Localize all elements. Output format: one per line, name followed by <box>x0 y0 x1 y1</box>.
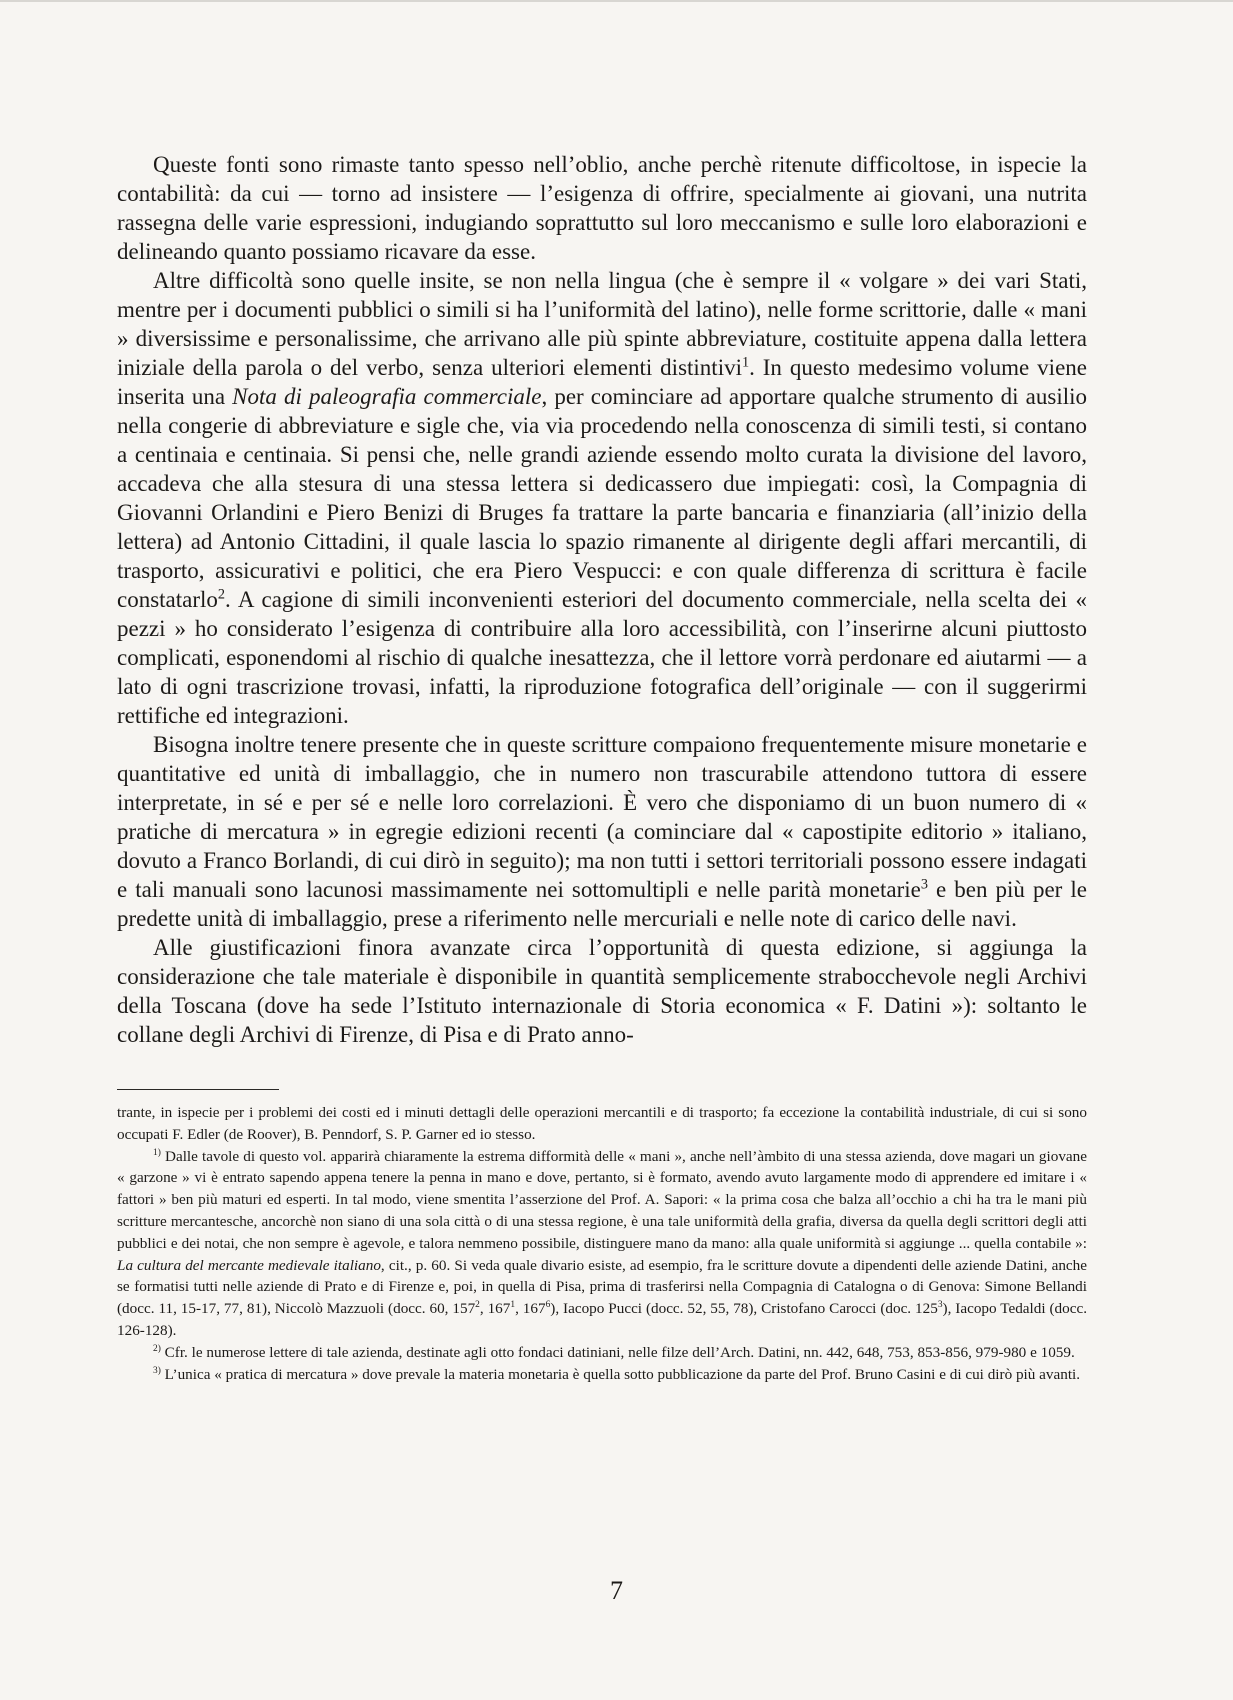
footnote-2: $^{2)}$ Cfr. le numerose lettere di tale azienda, destinate agli otto fondaci datiniani, nelle filze dell’Arch. Datini, nn. 442, 648, 753, 853-856, 979-980 e 1059. <box>153 1343 1075 1361</box>
paragraph-3: Bisogna inoltre tenere presente che in queste scritture compaiono frequentemente misure monetarie e quantitative ed unità di imballaggio, che in numero non trascurabile attendono tuttora di essere interpretate, in sé e per sé e nelle loro correlazioni. È vero che disponiamo di un buon numero di « pratiche di mercatura » in egregie edizioni recenti (a cominciare dal « capostipite editorio » italiano, dovuto a Franco Borlandi, di cui dirò in seguito); ma non tutti i settori territoriali possono essere indagati e tali manuali sono lacunosi massimamente nei sottomultipli e nelle parità monetarie$^3$ e ben più per le predette unità di imballaggio, prese a riferimento nelle mercuriali e nelle note di carico delle navi. <box>117 732 1087 931</box>
italic-title: Nota di paleografia commerciale <box>232 384 542 409</box>
footnote-3: $^{3)}$ L’unica « pratica di mercatura » dove prevale la materia monetaria è quella sotto pubblicazione da parte del Prof. Bruno Casini e di cui dirò più avanti. <box>153 1365 1081 1383</box>
page-content <box>117 150 1087 1385</box>
paragraph-4: Alle giustificazioni finora avanzate circa l’opportunità di questa edizione, si aggiunga la considerazione che tale materiale è disponibile in quantità semplicemente strabocchevole negli Archivi della Toscana (dove ha sede l’Istituto internazionale di Storia economica « F. Datini »): soltanto le collane degli Archivi di Firenze, di Pisa e di Prato anno- <box>117 935 1087 1047</box>
footnote-1: $^{1)}$ Dalle tavole di questo vol. apparirà chiaramente la estrema difformità delle « mani », anche nell’àmbito di una stessa azienda, dove magari un giovane « garzone » vi è entrato sapendo appena tenere la penna in mano e dove, pertanto, si è formato, avendo avuto largamente modo di apprendere ed imitare i « fattori » ben più maturi ed esperti. In tal modo, viene smentita l’asserzione del Prof. A. Sapori: « la prima cosa che balza all’occhio a chi ha tra le mani più scritture mercantesche, ancorchè non siano di una sola città o di una stessa regione, è una tale uniformità della grafia, diversa da quella degli scrittori degli atti pubblici e dei notai, che non sempre è agevole, e talora nemmeno possibile, distinguere mano da mano: alla quale uniformità si aggiunge ... quella contabile »: La cultura del mercante medievale italiano, cit., p. 60. Si veda quale divario esiste, ad esempio, fra le scritture dovute a dipendenti delle aziende Datini, anche se formatisi tutti nelle aziende di Prato e di Firenze e, poi, in quella di Pisa, prima di trasferirsi nella Compagnia di Catalogna o di Genova: Simone Bellandi (docc. 11, 15-17, 77, 81), Niccolò Mazzuoli (docc. 60, $157^2$, $167^1$, $167^6$), Iacopo Pucci (docc. 52, 55, 78), Cristofano Carocci (doc. $125^3$), Iacopo Tedaldi (docc. 126-128). <box>117 1147 1088 1339</box>
footnote-ref-1: 1 <box>741 354 750 371</box>
page-number: 7 <box>610 1576 623 1605</box>
footnotes <box>117 1102 1087 1385</box>
footnote-continuation: trante, in ispecie per i problemi dei costi ed i minuti dettagli delle operazioni mercantili e di trasporto; fa eccezione la contabilità industriale, di cui si sono occupati F. Edler (de Roover), B. Penndorf, S. P. Garner ed io stesso. <box>117 1104 1087 1143</box>
footnote-ref-2: 2 <box>217 586 226 603</box>
scan-top-edge <box>0 0 1233 2</box>
paragraph-2: Altre difficoltà sono quelle insite, se non nella lingua (che è sempre il « volgare » dei vari Stati, mentre per i documenti pubblici o simili si ha l’uniformità del latino), nelle forme scrittorie, dalle « mani » diversissime e personalissime, che arrivano alle più spinte abbreviature, costituite appena dalla lettera iniziale della parola o del verbo, senza ulteriori elementi distintivi$^1$. In questo medesimo volume viene inserita una Nota di paleografia commerciale, per cominciare ad apportare qualche strumento di ausilio nella congerie di abbreviature e sigle che, via via procedendo nella conoscenza di simili testi, si contano a centinaia e centinaia. Si pensi che, nelle grandi aziende essendo molto curata la divisione del lavoro, accadeva che alla stesura di una stessa lettera si dedicassero due impiegati: così, la Compagnia di Giovanni Orlandini e Piero Benizi di Bruges fa trattare la parte bancaria e finanziaria (all’inizio della lettera) ad Antonio Cittadini, il quale lascia lo spazio rimanente al dirigente degli affari mercantili, di trasporto, assicurativi e politici, che era Piero Vespucci: e con quale differenza di scrittura è facile constatarlo$^2$. A cagione di simili inconvenienti esteriori del documento commerciale, nella scelta dei « pezzi » ho considerato l’esigenza di contribuire alla loro accessibilità, con l’inserirne alcuni piuttosto complicati, esponendomi al rischio di qualche inesattezza, che il lettore vorrà perdonare ed aiutarmi — a lato di ogni trascrizione trovasi, infatti, la riproduzione fotografica dell’originale — con il suggerirmi rettifiche ed integrazioni. <box>117 268 1087 728</box>
paragraph-1: Queste fonti sono rimaste tanto spesso nell’oblio, anche perchè ritenute difficoltose, in ispecie la contabilità: da cui — torno ad insistere — l’esigenza di offrire, specialmente ai giovani, una nutrita rassegna delle varie espressioni, indugiando soprattutto sul loro meccanismo e sulle loro elaborazioni e delineando quanto possiamo ricavare da esse. <box>117 152 1087 264</box>
footnote-ref-3: 3 <box>920 876 928 893</box>
main-text <box>117 150 1087 1049</box>
footnote-separator <box>117 1089 279 1090</box>
